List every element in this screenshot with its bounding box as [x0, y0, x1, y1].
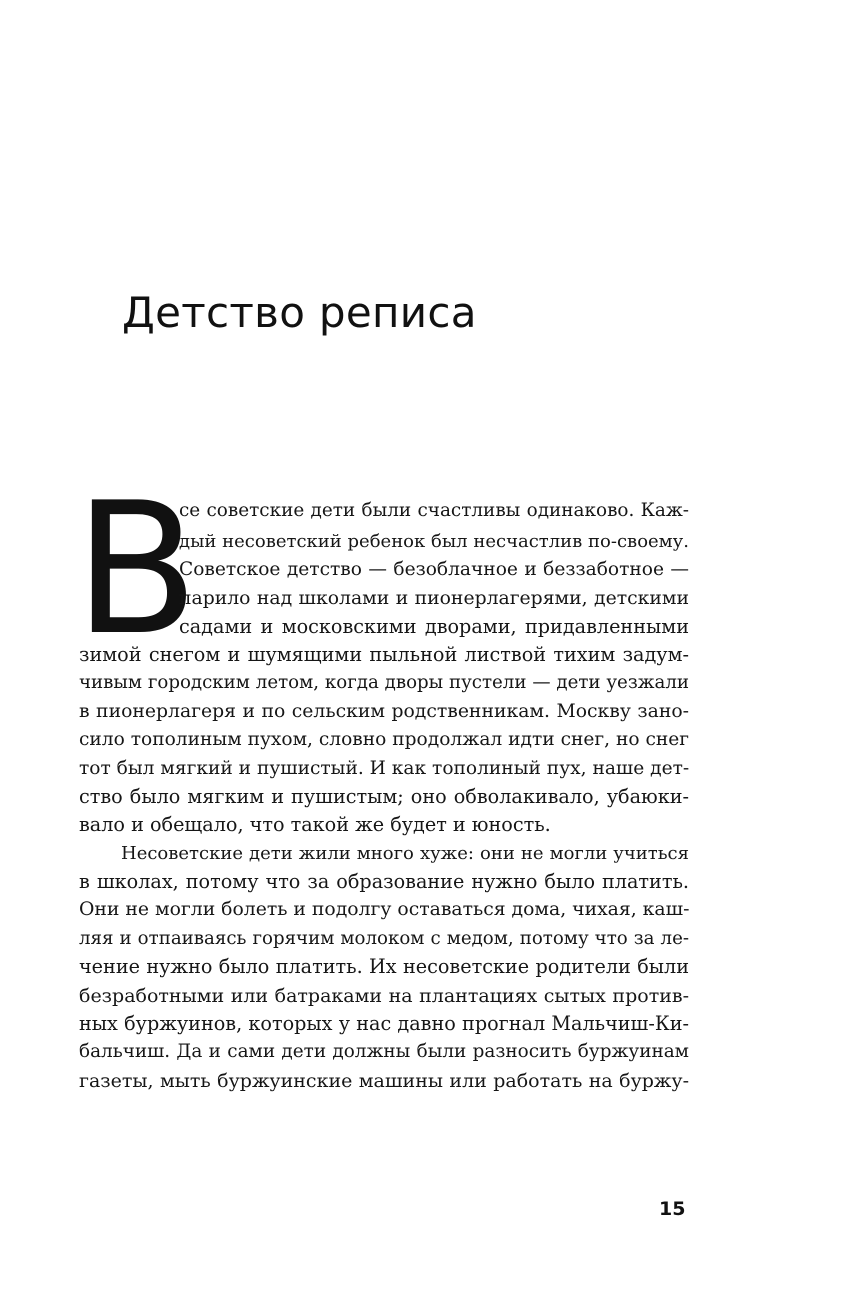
- paragraph-line: ляя и отпаиваясь горячим молоком с медом, потому что за ле-: [79, 928, 689, 949]
- paragraph-line: Советское детство — безоблачное и беззаботное —: [179, 559, 689, 580]
- paragraph-line: в пионерлагеря и по сельским родственникам. Москву зано-: [79, 701, 689, 722]
- paragraph-line: се советские дети были счастливы одинаково. Каж-: [179, 500, 689, 521]
- paragraph-line: зимой снегом и шумящими пыльной листвой тихим задум-: [79, 643, 689, 666]
- drop-cap-letter: В: [74, 463, 199, 675]
- paragraph-line: бальчиш. Да и сами дети должны были разносить буржуинам: [79, 1041, 689, 1062]
- paragraph-line: сило тополиным пухом, словно продолжал идти снег, но снег: [79, 729, 689, 750]
- paragraph-line: безработными или батраками на плантациях сытых против-: [79, 985, 689, 1007]
- paragraph-line: ных буржуинов, которых у нас давно прогнал Мальчиш-Ки-: [79, 1012, 689, 1035]
- paragraph-line: в школах, потому что за образование нужно было платить.: [79, 870, 689, 893]
- paragraph-line: ство было мягким и пушистым; оно обволакивало, убаюки-: [79, 785, 689, 808]
- paragraph-line: чивым городским летом, когда дворы пустели — дети уезжали: [79, 672, 689, 693]
- paragraph-line: садами и московскими дворами, придавленными: [179, 615, 689, 638]
- chapter-title: Детство реписа: [122, 288, 477, 337]
- paragraph-line: газеты, мыть буржуинские машины или работать на буржу-: [79, 1070, 689, 1092]
- paragraph-line: дый несоветский ребенок был несчастлив по-своему.: [179, 531, 689, 552]
- page-number: 15: [659, 1198, 686, 1220]
- paragraph-line: вало и обещало, что такой же будет и юность.: [79, 813, 551, 836]
- paragraph-line: Несоветские дети жили много хуже: они не могли учиться: [121, 843, 689, 864]
- paragraph-line: Они не могли болеть и подолгу оставаться дома, чихая, каш-: [79, 899, 690, 920]
- paragraph-line: парило над школами и пионерлагерями, детскими: [179, 588, 689, 609]
- paragraph-line: чение нужно было платить. Их несоветские родители были: [79, 955, 689, 978]
- paragraph-line: тот был мягкий и пушистый. И как тополиный пух, наше дет-: [79, 758, 690, 779]
